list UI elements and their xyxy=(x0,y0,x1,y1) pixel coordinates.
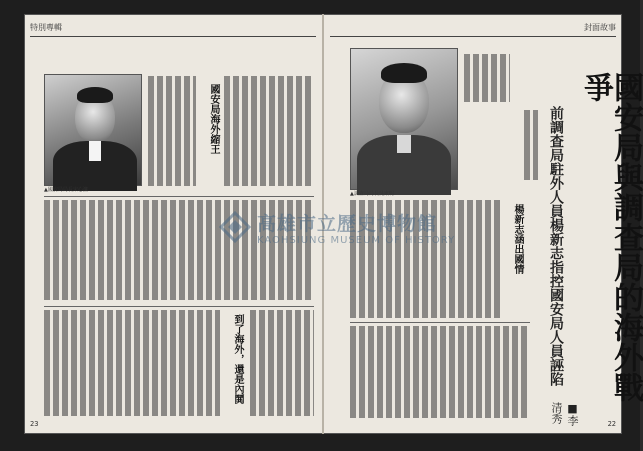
right-page-number: 22 xyxy=(607,420,616,428)
right-text-intro xyxy=(464,54,510,102)
right-header-rule xyxy=(330,36,616,37)
left-header-rule xyxy=(30,36,316,37)
portrait-hair xyxy=(77,87,113,103)
left-portrait-photo xyxy=(44,74,142,186)
left-section-heading: 國安局海外縮王 xyxy=(208,84,219,154)
watermark-chinese-text: 高雄市立歷史博物館 xyxy=(257,213,438,235)
left-column-rule-1 xyxy=(44,196,314,197)
left-photo-caption: ▲國安局局長宋心濂 xyxy=(44,187,88,193)
left-text-column-b xyxy=(224,76,314,186)
article-subtitle: 前調查局駐外人員楊新志指控國安局人員誣陷 xyxy=(548,106,564,386)
article-title: 國安局與調查局的海外戰爭 xyxy=(578,72,643,402)
portrait-collar xyxy=(397,135,411,153)
left-text-column-a xyxy=(148,76,196,186)
left-page-number: 23 xyxy=(30,420,39,428)
left-column-rule-2 xyxy=(44,306,314,307)
right-text-column-narrow xyxy=(524,110,538,180)
right-text-band-bottom xyxy=(350,326,530,418)
author-mark: ■ xyxy=(566,402,579,415)
left-page-header: 特別專輯 xyxy=(30,23,62,32)
left-text-band-bottom-right xyxy=(250,310,314,416)
right-side-heading: 楊新志涵出國情 xyxy=(512,204,523,274)
museum-logo-icon xyxy=(219,211,251,243)
museum-watermark xyxy=(219,209,479,259)
right-photo-caption: ▲調查局局長吳東明 xyxy=(350,191,394,197)
watermark-english-text: KAOHSIUNG MUSEUM OF HISTORY xyxy=(257,235,456,246)
right-column-rule xyxy=(350,322,530,323)
right-page-header: 封面故事 xyxy=(584,23,616,32)
article-author xyxy=(548,402,580,432)
portrait-hair xyxy=(381,63,427,83)
portrait-shirt xyxy=(89,141,101,161)
left-sub-heading: 到了海外，還是內鬨 xyxy=(232,314,243,404)
right-portrait-photo xyxy=(350,48,458,190)
author-name: 李清秀 xyxy=(550,402,579,426)
magazine-spread xyxy=(24,14,643,434)
left-text-band-bottom xyxy=(44,310,220,416)
